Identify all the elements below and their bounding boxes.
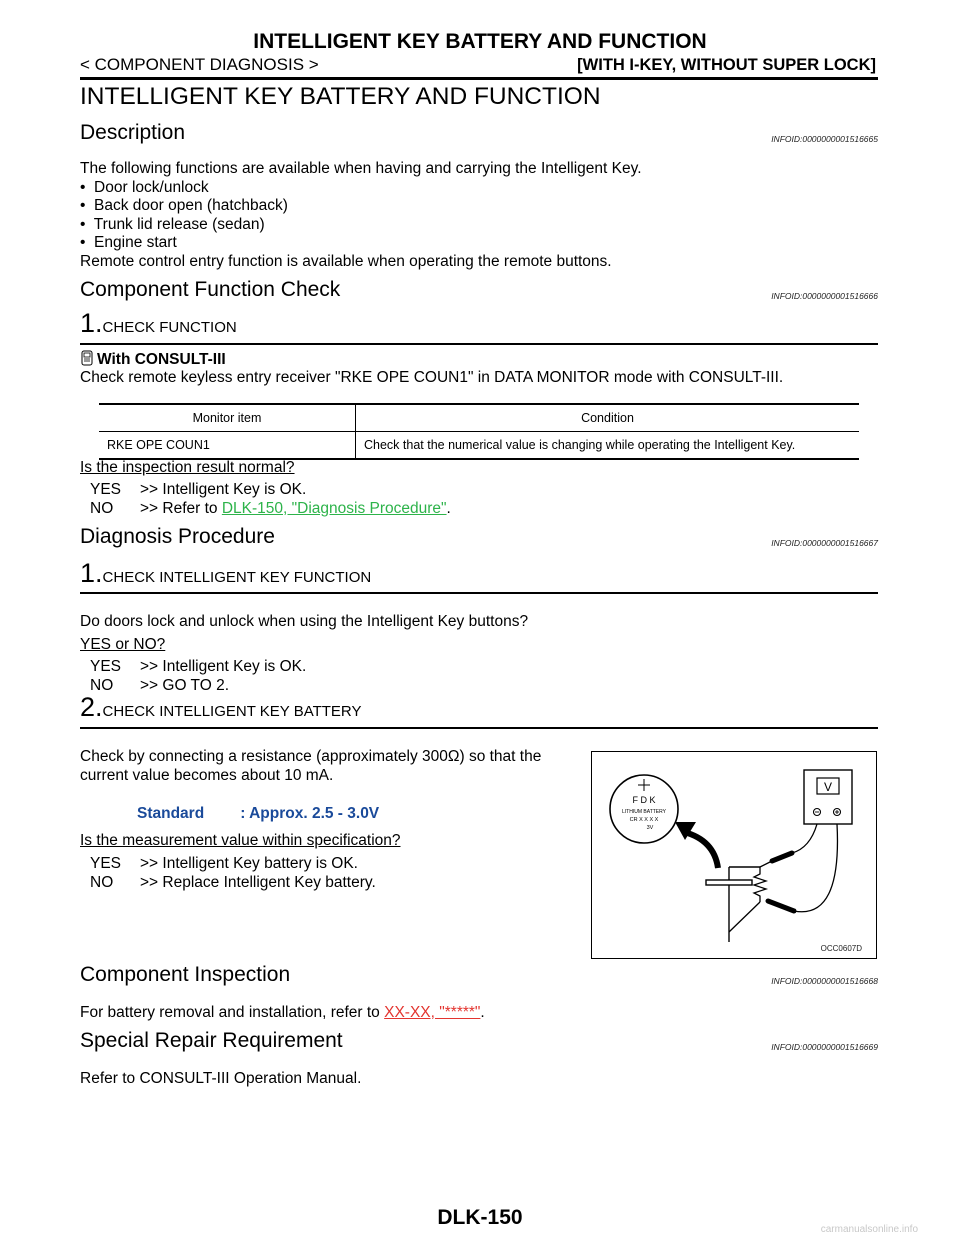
standard-value	[137, 805, 379, 823]
answer-no: NO >> Refer to DLK-150, "Diagnosis Procedure".	[90, 499, 451, 517]
inspection-heading: Component Inspection	[80, 963, 291, 986]
diagnosis-procedure-link[interactable]: DLK-150, "Diagnosis Procedure"	[221, 499, 447, 517]
battery-voltage: 3V	[646, 825, 654, 831]
standard-label: Standard	[137, 805, 205, 822]
diagnosis-step-2-answers	[90, 855, 376, 892]
monitor-table	[99, 403, 859, 460]
function-check-answers	[90, 481, 451, 518]
page-title: INTELLIGENT KEY BATTERY AND FUNCTION	[80, 83, 601, 110]
diagnosis-step-1-question: YES or NO?	[80, 636, 166, 653]
step-title: CHECK FUNCTION	[102, 319, 237, 336]
function-check-step-1	[80, 308, 237, 339]
function-check-instruction: Check remote keyless entry receiver "RKE OPE COUN1" in DATA MONITOR mode with CONSULT-III.	[80, 369, 784, 386]
description-outro: Remote control entry function is available when operating the remote buttons.	[80, 252, 612, 270]
page-number: DLK-150	[437, 1206, 523, 1229]
description-bullet-3: • Trunk lid release (sedan)	[80, 215, 265, 233]
breadcrumb: < COMPONENT DIAGNOSIS >	[80, 55, 319, 74]
watermark: carmanualsonline.info	[820, 1224, 918, 1235]
description-bullet-1: • Door lock/unlock	[80, 178, 209, 196]
diagnosis-step-1-answers	[90, 658, 306, 695]
function-check-infoid: INFOID:0000000001516666	[771, 291, 878, 301]
description-bullet-2: • Back door open (hatchback)	[80, 197, 288, 214]
diagnosis-infoid: INFOID:0000000001516667	[771, 538, 878, 548]
step-number: 1.	[80, 308, 103, 338]
description-body	[80, 160, 642, 271]
function-check-heading: Component Function Check	[80, 278, 341, 301]
special-infoid: INFOID:0000000001516669	[771, 1042, 878, 1052]
answer-no: NO >> Replace Intelligent Key battery.	[90, 873, 376, 891]
diagnosis-step-2-text: Check by connecting a resistance (approximately 300Ω) so that the current value becomes about 10 mA.	[80, 748, 542, 784]
step-divider	[80, 592, 878, 594]
header-divider	[80, 77, 878, 80]
step-divider	[80, 727, 878, 729]
figure-code: OCC0607D	[820, 944, 862, 953]
special-heading: Special Repair Requirement	[80, 1029, 343, 1052]
table-header-condition: Condition	[356, 404, 860, 432]
battery-removal-link[interactable]: XX-XX, "*****"	[384, 1004, 481, 1021]
table-header-monitor-item: Monitor item	[99, 404, 356, 432]
table-cell-monitor-item: RKE OPE COUN1	[99, 432, 356, 460]
answer-yes: YES >> Intelligent Key battery is OK.	[90, 855, 358, 872]
description-intro: The following functions are available when having and carrying the Intelligent Key.	[80, 160, 642, 177]
inspection-infoid: INFOID:0000000001516668	[771, 976, 878, 986]
battery-type: LITHIUM BATTERY	[622, 809, 666, 815]
header-title: INTELLIGENT KEY BATTERY AND FUNCTION	[253, 30, 707, 53]
diagnosis-step-1-text: Do doors lock and unlock when using the Intelligent Key buttons?	[80, 613, 529, 630]
function-check-question: Is the inspection result normal?	[80, 459, 295, 476]
step-divider	[80, 343, 878, 345]
diagnosis-step-1: 1.CHECK INTELLIGENT KEY FUNCTION	[80, 558, 372, 588]
diagnosis-step-2: 2.CHECK INTELLIGENT KEY BATTERY	[80, 692, 362, 722]
battery-model: CR X X X X	[629, 817, 659, 823]
consult-label: With CONSULT-III	[80, 350, 226, 373]
diagnosis-step-2-question: Is the measurement value within specification?	[80, 832, 401, 849]
table-header-row	[99, 404, 859, 432]
answer-yes: YES >> Intelligent Key is OK.	[90, 658, 307, 675]
standard-spec: : Approx. 2.5 - 3.0V	[240, 805, 380, 822]
diagnosis-heading: Diagnosis Procedure	[80, 525, 275, 548]
special-text: Refer to CONSULT-III Operation Manual.	[80, 1070, 362, 1087]
answer-yes: YES >> Intelligent Key is OK.	[90, 481, 307, 498]
table-row	[99, 432, 859, 460]
description-heading: Description	[80, 121, 186, 144]
description-infoid: INFOID:0000000001516665	[771, 134, 878, 144]
answer-no: NO >> GO TO 2.	[90, 676, 230, 694]
meter-label: V	[823, 780, 833, 794]
inspection-text: For battery removal and installation, refer to XX-XX, "*****".	[80, 1004, 485, 1021]
battery-test-figure	[591, 751, 877, 959]
battery-brand: F D K	[632, 795, 656, 805]
description-bullet-4: • Engine start	[80, 234, 177, 251]
variant-label: [WITH I-KEY, WITHOUT SUPER LOCK]	[577, 56, 876, 74]
table-cell-condition: Check that the numerical value is changing while operating the Intelligent Key.	[356, 432, 860, 460]
battery-circuit-diagram	[592, 752, 876, 958]
